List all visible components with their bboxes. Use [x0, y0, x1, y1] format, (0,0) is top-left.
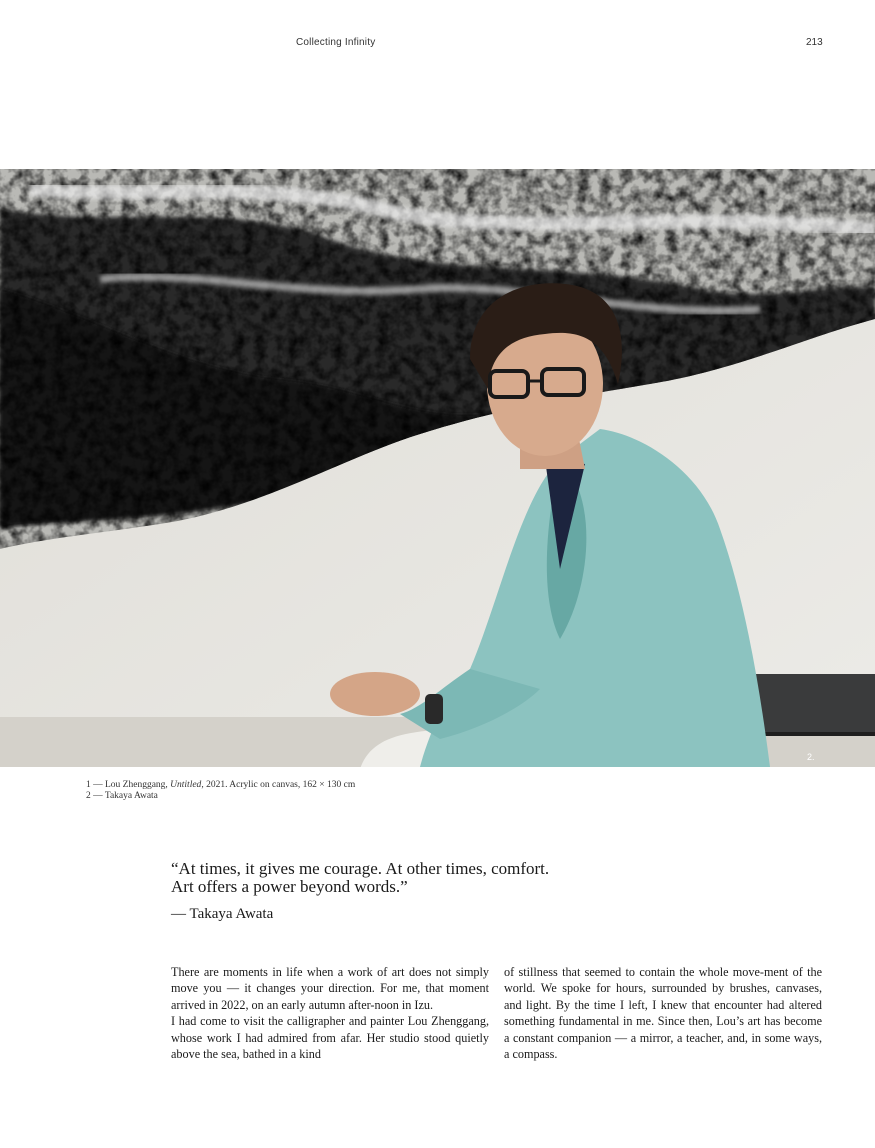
paragraph: There are moments in life when a work of art does not simply move you — it changes your direction. For me, that moment arrived in 2022, on an early autumn after-noon in Izu. [171, 965, 489, 1012]
body-column-right [504, 964, 822, 1062]
caption-2: 2 — Takaya Awata [86, 791, 158, 801]
paragraph: of stillness that seemed to contain the whole move-ment of the world. We spoke for hours, surrounded by brushes, canvases, and light. By the time I left, I knew that encounter had altered something fundamental in me. Since then, Lou’s art has become a constant companion — a mirror, a teacher, and, in some ways, a compass. [504, 965, 822, 1062]
quote-author: — Takaya Awata [171, 906, 274, 922]
caption-1-rest: , 2021. Acrylic on canvas, 162 × 130 cm [201, 780, 356, 790]
photo-marker: 2. [807, 752, 815, 762]
page-number: 213 [806, 37, 823, 48]
page-header-title: Collecting Infinity [296, 37, 376, 48]
pull-quote [171, 860, 651, 896]
captions [86, 780, 355, 802]
body-column-left [171, 964, 489, 1062]
caption-1-prefix: 1 — Lou Zhenggang, [86, 780, 171, 790]
pull-quote-line-1: “At times, it gives me courage. At other times, comfort. [171, 859, 550, 878]
portrait-photo [0, 169, 875, 767]
pull-quote-line-2: Art offers a power beyond words.” [171, 877, 408, 896]
caption-1-title: Untitled [170, 780, 202, 790]
paragraph: I had come to visit the calligrapher and painter Lou Zhenggang, whose work I had admired from afar. Her studio stood quietly above the sea, bathed in a kind [171, 1014, 489, 1062]
caption-1 [86, 780, 355, 791]
